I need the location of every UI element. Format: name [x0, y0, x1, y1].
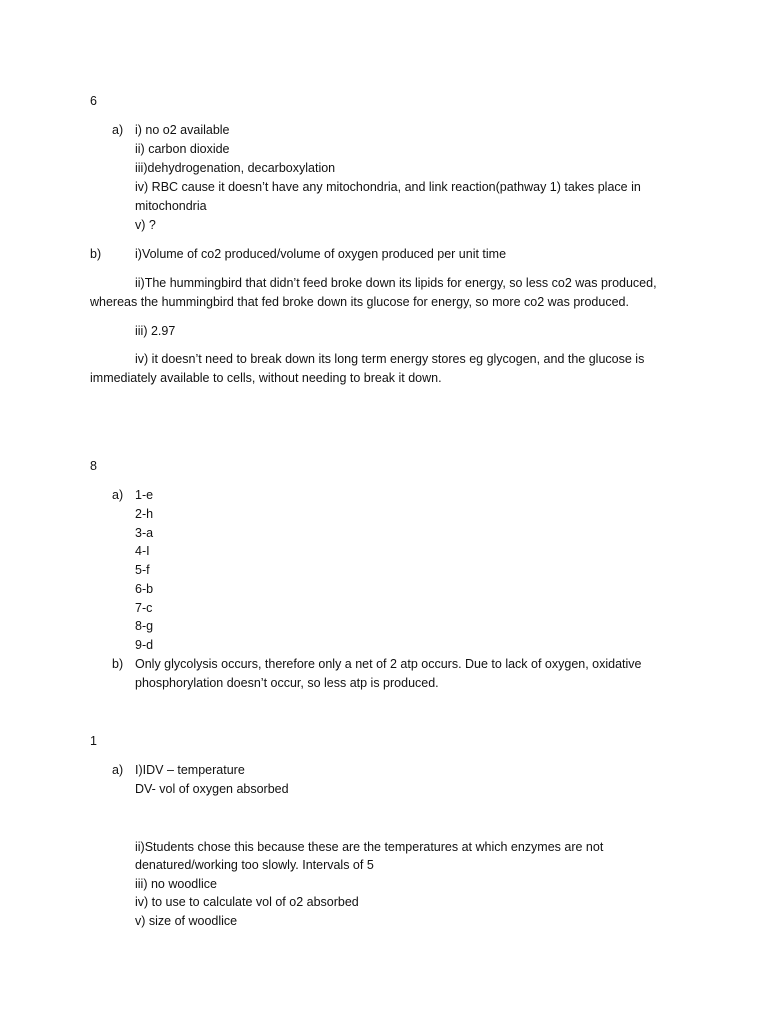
q8-b-line: Only glycolysis occurs, therefore only a net of 2 atp occurs. Due to lack of oxygen, oxidative — [135, 657, 642, 671]
q1-a-iii: iii) no woodlice — [135, 877, 217, 891]
q8-a-line: 5-f — [135, 563, 150, 577]
q1-a-line: I)IDV – temperature — [135, 763, 245, 777]
q6-b-iii: iii) 2.97 — [135, 324, 176, 338]
q6-a-line: iv) RBC cause it doesn’t have any mitochondria, and link reaction(pathway 1) takes place in — [135, 180, 641, 194]
q6-a-line: mitochondria — [135, 199, 207, 213]
q8-a-line: 2-h — [135, 507, 154, 521]
q6-a-line: i) no o2 available — [135, 123, 230, 137]
question-1-number: 1 — [90, 734, 97, 748]
q8-a-line: 3-a — [135, 526, 154, 540]
q8-a-line: 6-b — [135, 582, 154, 596]
q8-a-line: 9-d — [135, 638, 154, 652]
q6-a-line: ii) carbon dioxide — [135, 142, 230, 156]
q1-a-ii-line: denatured/working too slowly. Intervals of 5 — [135, 858, 374, 872]
q8-a-line: 1-e — [135, 488, 154, 502]
q6-b-ii-line2: whereas the hummingbird that fed broke down its glucose for energy, so more co2 was produced. — [90, 295, 629, 309]
q1-a-v: v) size of woodlice — [135, 914, 238, 928]
question-8-number: 8 — [90, 459, 97, 473]
q6-a-line: iii)dehydrogenation, decarboxylation — [135, 161, 336, 175]
q6-part-b-marker: b) — [90, 247, 102, 261]
q8-part-b-marker: b) — [112, 657, 124, 671]
q8-part-a-marker: a) — [112, 488, 124, 502]
q8-b-line: phosphorylation doesn’t occur, so less atp is produced. — [135, 676, 439, 690]
q6-b-iv-line2: immediately available to cells, without needing to break it down. — [90, 371, 442, 385]
q8-a-line: 4-I — [135, 544, 150, 558]
q6-b-iv-line1: iv) it doesn’t need to break down its long term energy stores eg glycogen, and the glucose is — [135, 352, 645, 366]
q1-a-line: DV- vol of oxygen absorbed — [135, 782, 289, 796]
q1-a-ii-line: ii)Students chose this because these are the temperatures at which enzymes are not — [135, 840, 604, 854]
q6-part-a-marker: a) — [112, 123, 124, 137]
q6-a-line: v) ? — [135, 218, 156, 232]
q8-a-line: 8-g — [135, 619, 154, 633]
question-6-number: 6 — [90, 94, 97, 108]
q1-a-iv: iv) to use to calculate vol of o2 absorbed — [135, 895, 359, 909]
q6-b-ii-line1: ii)The hummingbird that didn’t feed broke down its lipids for energy, so less co2 was produced, — [135, 276, 657, 290]
q6-b-i: i)Volume of co2 produced/volume of oxygen produced per unit time — [135, 247, 507, 261]
q1-part-a-marker: a) — [112, 763, 124, 777]
q8-a-line: 7-c — [135, 601, 153, 615]
